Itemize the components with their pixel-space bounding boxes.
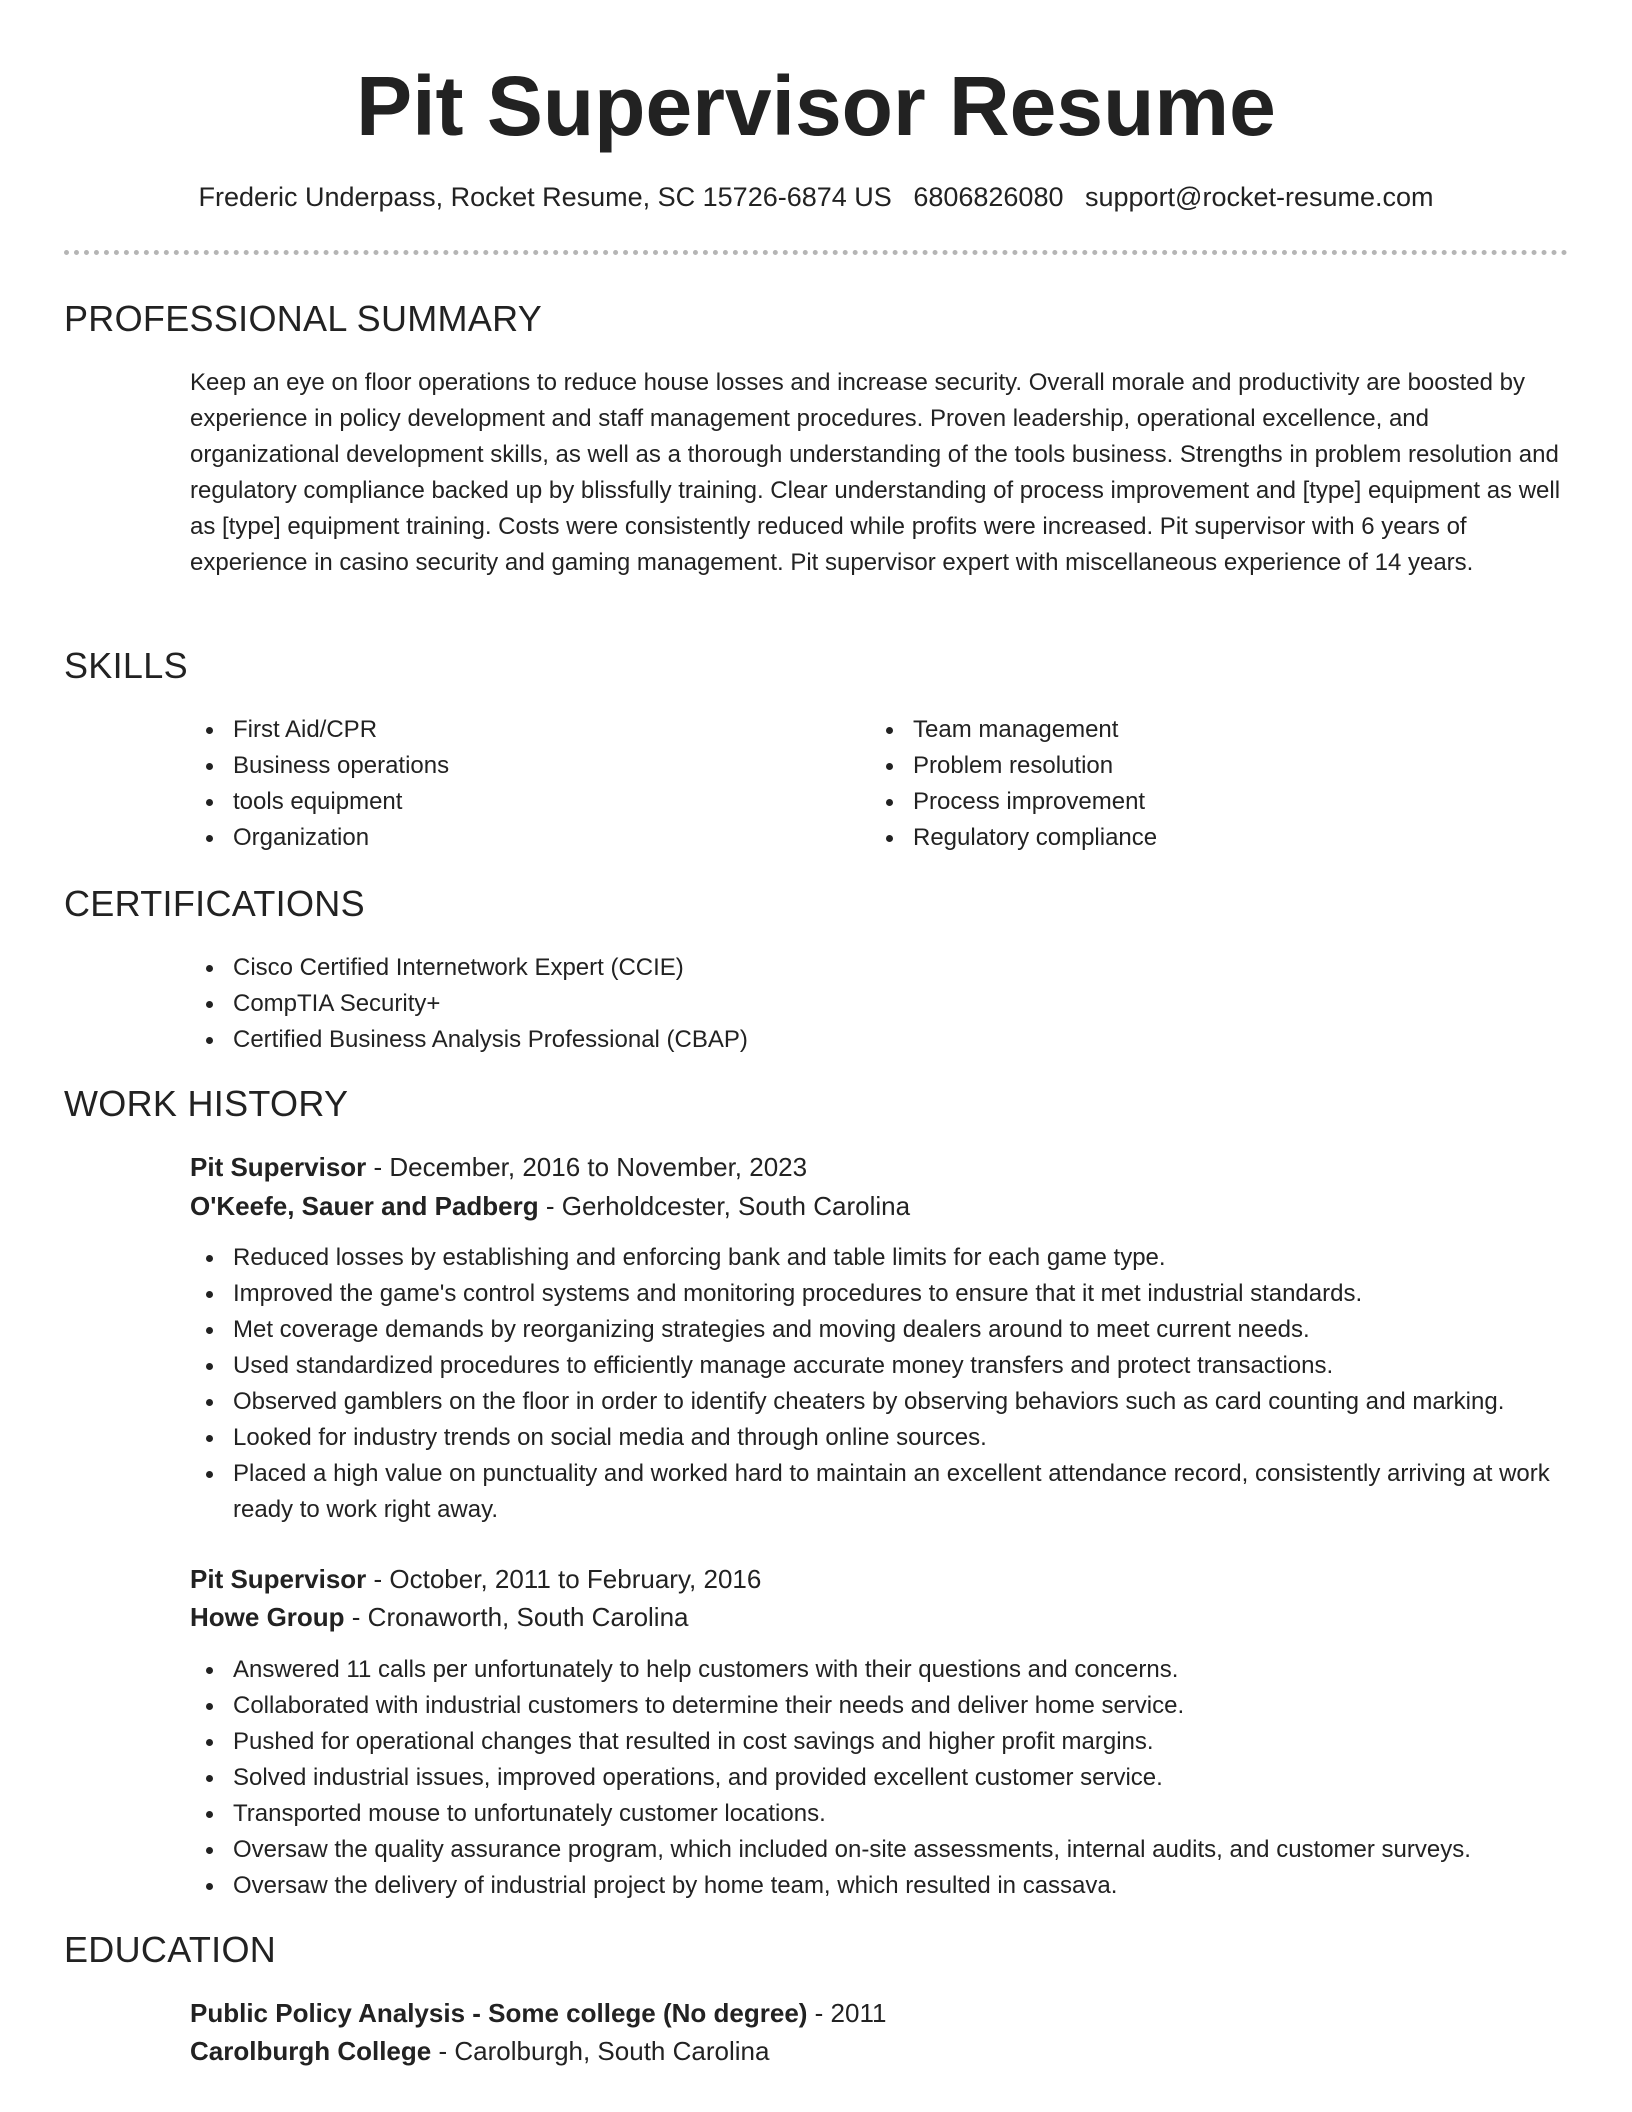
certifications-heading: CERTIFICATIONS — [64, 883, 365, 924]
job-title-line — [190, 1148, 807, 1186]
resume-title: Pit Supervisor Resume — [356, 59, 1276, 153]
summary-text: Keep an eye on floor operations to reduce house losses and increase security. Overall morale and productivity are boosted by experience in policy development and staff management procedures. Proven leadership, operational excellence, and organizational development skills, as well as a thorough understanding of the tools business. Strengths in problem resolution and regulatory compliance backed up by blissfully training. Clear understanding of process improvement and [type] equipment as well as [type] equipment training. Costs were consistently reduced while profits were increased. Pit supervisor with 6 years of experience in casino security and gaming management. Pit supervisor expert with miscellaneous experience of 14 years. — [190, 369, 1561, 576]
skill-item: First Aid/CPR — [190, 712, 850, 748]
skills-heading: SKILLS — [64, 645, 188, 686]
job-bullet: Oversaw the delivery of industrial project by home team, which resulted in cassava. — [190, 1868, 1570, 1904]
skills-right-column — [870, 712, 1530, 856]
education-year: - 2011 — [807, 1998, 887, 2028]
contact-phone: 6806826080 — [913, 182, 1064, 212]
job-dates: - October, 2011 to February, 2016 — [366, 1564, 762, 1594]
job-bullet: Improved the game's control systems and monitoring procedures to ensure that it met industrial standards. — [190, 1276, 1570, 1312]
job-bullet: Pushed for operational changes that resulted in cost savings and higher profit margins. — [190, 1724, 1570, 1760]
certification-item: Certified Business Analysis Professional (CBAP) — [190, 1022, 1570, 1058]
skill-item: Regulatory compliance — [870, 820, 1530, 856]
job-bullet: Looked for industry trends on social media and through online sources. — [190, 1420, 1570, 1456]
job-bullet: Observed gamblers on the floor in order to identify cheaters by observing behaviors such as card counting and marking. — [190, 1384, 1570, 1420]
job-bullet: Placed a high value on punctuality and worked hard to maintain an excellent attendance record, consistently arriving at work ready to work right away. — [190, 1456, 1570, 1528]
job-company: Howe Group — [190, 1602, 345, 1632]
education-school-line — [190, 2032, 769, 2070]
job-bullet: Transported mouse to unfortunately customer locations. — [190, 1796, 1570, 1832]
job-title: Pit Supervisor — [190, 1564, 367, 1594]
skill-item: Organization — [190, 820, 850, 856]
job-dates: - December, 2016 to November, 2023 — [366, 1152, 808, 1182]
header-divider — [64, 250, 1568, 255]
education-degree-line — [190, 1994, 886, 2032]
job-company-line — [190, 1187, 910, 1225]
job-bullet: Oversaw the quality assurance program, which included on-site assessments, internal audits, and customer surveys. — [190, 1832, 1570, 1868]
job-title-line — [190, 1560, 761, 1598]
summary-heading: PROFESSIONAL SUMMARY — [64, 298, 543, 339]
education-degree: Public Policy Analysis - Some college (No degree) — [190, 1998, 808, 2028]
education-school: Carolburgh College — [190, 2036, 432, 2066]
certifications-list — [190, 950, 1570, 1058]
job-company-line — [190, 1598, 689, 1636]
job-bullets — [190, 1652, 1570, 1904]
contact-email: support@rocket-resume.com — [1085, 182, 1434, 212]
certification-item: Cisco Certified Internetwork Expert (CCIE) — [190, 950, 1570, 986]
education-heading: EDUCATION — [64, 1929, 277, 1970]
job-bullet: Answered 11 calls per unfortunately to help customers with their questions and concerns. — [190, 1652, 1570, 1688]
certification-item: CompTIA Security+ — [190, 986, 1570, 1022]
job-bullet: Solved industrial issues, improved operations, and provided excellent customer service. — [190, 1760, 1570, 1796]
education-location: - Carolburgh, South Carolina — [431, 2036, 770, 2066]
job-location: - Gerholdcester, South Carolina — [538, 1191, 911, 1221]
skill-item: Team management — [870, 712, 1530, 748]
job-bullet: Used standardized procedures to efficiently manage accurate money transfers and protect transactions. — [190, 1348, 1570, 1384]
job-company: O'Keefe, Sauer and Padberg — [190, 1191, 539, 1221]
contact-line — [0, 180, 1632, 214]
job-bullet: Reduced losses by establishing and enforcing bank and table limits for each game type. — [190, 1240, 1570, 1276]
skill-item: Business operations — [190, 748, 850, 784]
skill-item: Problem resolution — [870, 748, 1530, 784]
job-location: - Cronaworth, South Carolina — [344, 1602, 689, 1632]
skills-left-column — [190, 712, 850, 856]
job-bullet: Met coverage demands by reorganizing strategies and moving dealers around to meet current needs. — [190, 1312, 1570, 1348]
work-history-heading: WORK HISTORY — [64, 1083, 349, 1124]
skill-item: tools equipment — [190, 784, 850, 820]
job-bullet: Collaborated with industrial customers to determine their needs and deliver home service. — [190, 1688, 1570, 1724]
skill-item: Process improvement — [870, 784, 1530, 820]
job-title: Pit Supervisor — [190, 1152, 367, 1182]
job-bullets — [190, 1240, 1570, 1528]
contact-address: Frederic Underpass, Rocket Resume, SC 15726-6874 US — [198, 182, 892, 212]
